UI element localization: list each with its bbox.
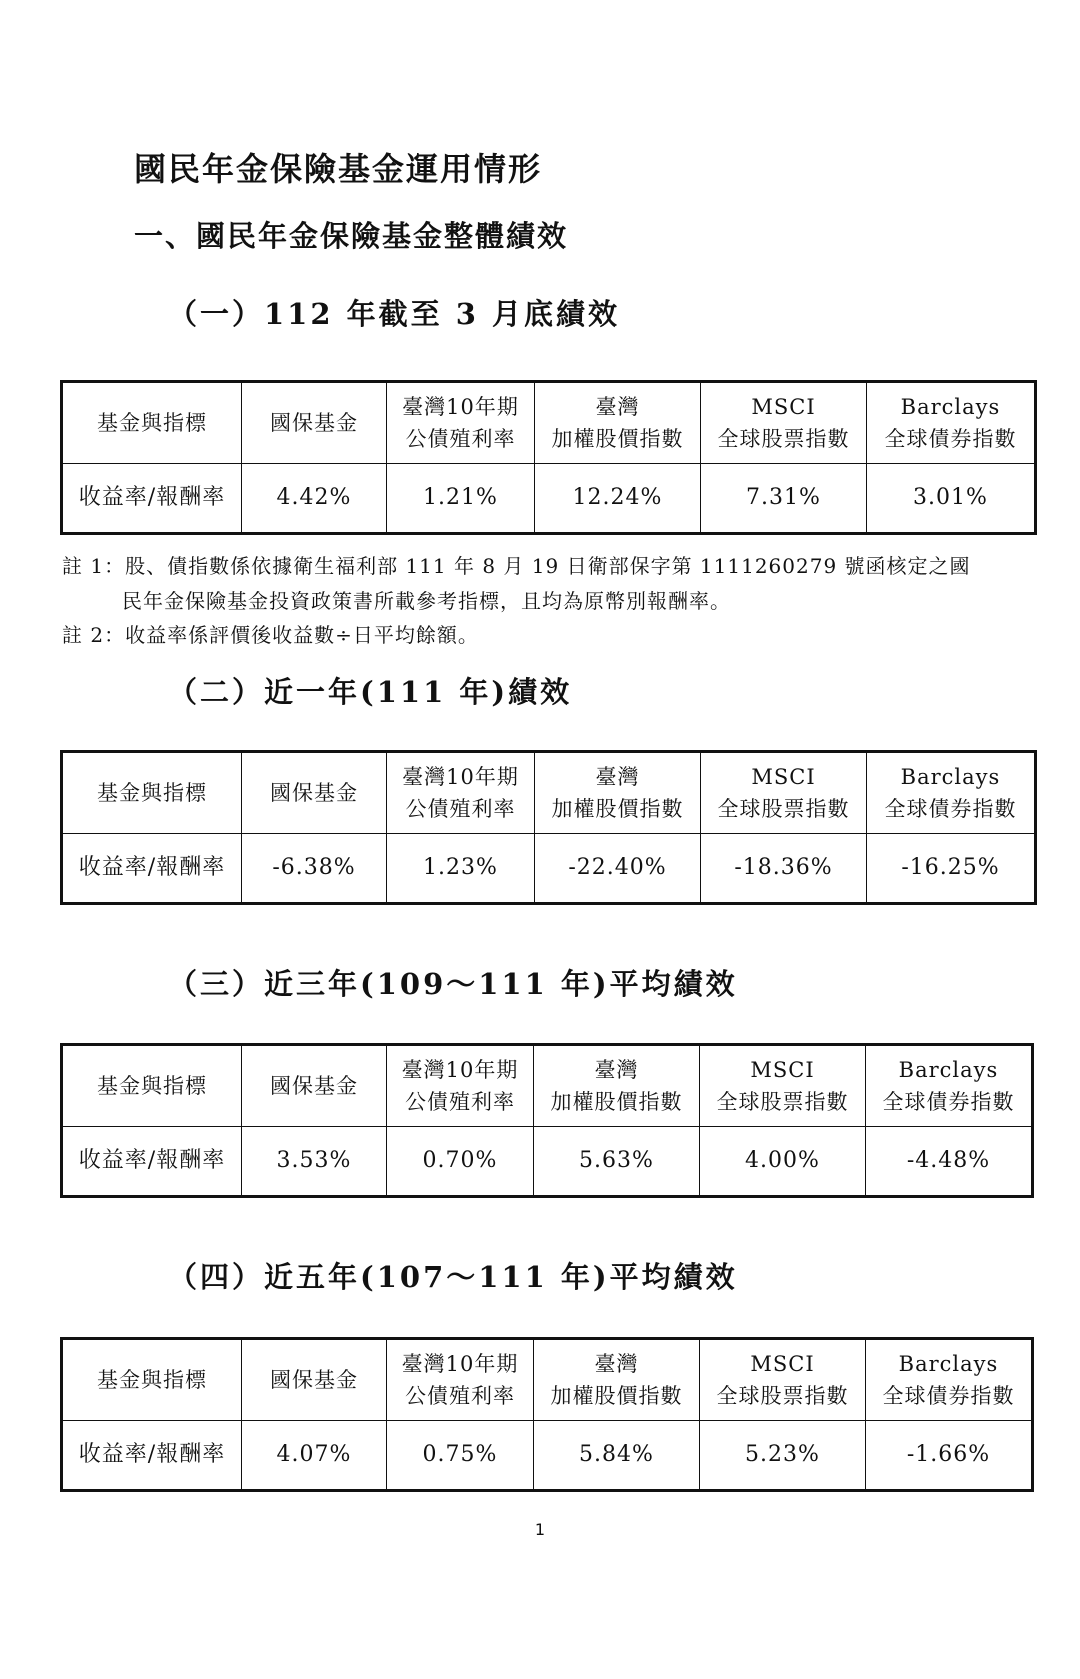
header-row [62, 382, 1036, 464]
performance-table-2 [60, 750, 1037, 905]
performance-table-3 [60, 1043, 1034, 1198]
value-taiex: -22.40% [535, 834, 701, 904]
header-row [62, 1045, 1033, 1127]
table-1-heading: （一）112 年截至 3 月底績效 [168, 297, 621, 331]
performance-table-4 [60, 1337, 1034, 1492]
header-fund-index: 基金與指標 [62, 1339, 242, 1421]
header-tw-10y-bond: 臺灣10年期 公債殖利率 [387, 752, 535, 834]
header-row [62, 1339, 1033, 1421]
note-1-line-1: 註 1：股、債指數係依據衛生福利部 111 年 8 月 19 日衛部保字第 1111260279 號函核定之國 [62, 554, 971, 578]
header-barclays: Barclays 全球債券指數 [866, 1045, 1033, 1127]
header-npi-fund: 國保基金 [242, 1045, 387, 1127]
section-heading: 一、國民年金保險基金整體績效 [134, 219, 569, 253]
value-barclays: -4.48% [866, 1127, 1033, 1197]
note-1-line-2: 民年金保險基金投資政策書所載參考指標，且均為原幣別報酬率。 [122, 589, 731, 613]
header-taiex: 臺灣 加權股價指數 [534, 1339, 700, 1421]
value-tw-10y-bond: 0.75% [387, 1421, 534, 1491]
header-npi-fund: 國保基金 [242, 752, 387, 834]
table-row [62, 1127, 1033, 1197]
header-tw-10y-bond: 臺灣10年期 公債殖利率 [387, 1045, 534, 1127]
header-taiex: 臺灣 加權股價指數 [534, 1045, 700, 1127]
header-fund-index: 基金與指標 [62, 752, 242, 834]
header-barclays: Barclays 全球債券指數 [866, 1339, 1033, 1421]
header-barclays: Barclays 全球債券指數 [867, 382, 1036, 464]
value-barclays: -16.25% [867, 834, 1036, 904]
value-tw-10y-bond: 0.70% [387, 1127, 534, 1197]
value-tw-10y-bond: 1.23% [387, 834, 535, 904]
value-npi-fund: 4.42% [242, 464, 387, 534]
table-row [62, 464, 1036, 534]
note-2: 註 2：收益率係評價後收益數÷日平均餘額。 [62, 623, 479, 647]
row-label: 收益率/報酬率 [62, 1421, 242, 1491]
header-msci: MSCI 全球股票指數 [700, 1339, 866, 1421]
value-barclays: -1.66% [866, 1421, 1033, 1491]
value-msci: 4.00% [700, 1127, 866, 1197]
header-msci: MSCI 全球股票指數 [701, 752, 867, 834]
value-taiex: 12.24% [535, 464, 701, 534]
header-tw-10y-bond: 臺灣10年期 公債殖利率 [387, 382, 535, 464]
page-number: 1 [534, 1520, 546, 1539]
header-tw-10y-bond: 臺灣10年期 公債殖利率 [387, 1339, 534, 1421]
header-npi-fund: 國保基金 [242, 1339, 387, 1421]
value-barclays: 3.01% [867, 464, 1036, 534]
header-msci: MSCI 全球股票指數 [701, 382, 867, 464]
performance-table-1 [60, 380, 1037, 535]
table-row [62, 834, 1036, 904]
header-barclays: Barclays 全球債券指數 [867, 752, 1036, 834]
header-row [62, 752, 1036, 834]
header-taiex: 臺灣 加權股價指數 [535, 382, 701, 464]
value-npi-fund: -6.38% [242, 834, 387, 904]
value-taiex: 5.63% [534, 1127, 700, 1197]
header-fund-index: 基金與指標 [62, 382, 242, 464]
table-row [62, 1421, 1033, 1491]
table-4-heading: （四）近五年(107～111 年)平均績效 [168, 1260, 738, 1294]
value-taiex: 5.84% [534, 1421, 700, 1491]
page-title: 國民年金保險基金運用情形 [134, 150, 543, 188]
header-taiex: 臺灣 加權股價指數 [535, 752, 701, 834]
value-npi-fund: 3.53% [242, 1127, 387, 1197]
value-msci: -18.36% [701, 834, 867, 904]
row-label: 收益率/報酬率 [62, 1127, 242, 1197]
header-npi-fund: 國保基金 [242, 382, 387, 464]
value-msci: 7.31% [701, 464, 867, 534]
row-label: 收益率/報酬率 [62, 464, 242, 534]
row-label: 收益率/報酬率 [62, 834, 242, 904]
header-msci: MSCI 全球股票指數 [700, 1045, 866, 1127]
table-3-heading: （三）近三年(109～111 年)平均績效 [168, 967, 738, 1001]
header-fund-index: 基金與指標 [62, 1045, 242, 1127]
value-msci: 5.23% [700, 1421, 866, 1491]
table-2-heading: （二）近一年(111 年)績效 [168, 675, 573, 709]
value-npi-fund: 4.07% [242, 1421, 387, 1491]
value-tw-10y-bond: 1.21% [387, 464, 535, 534]
